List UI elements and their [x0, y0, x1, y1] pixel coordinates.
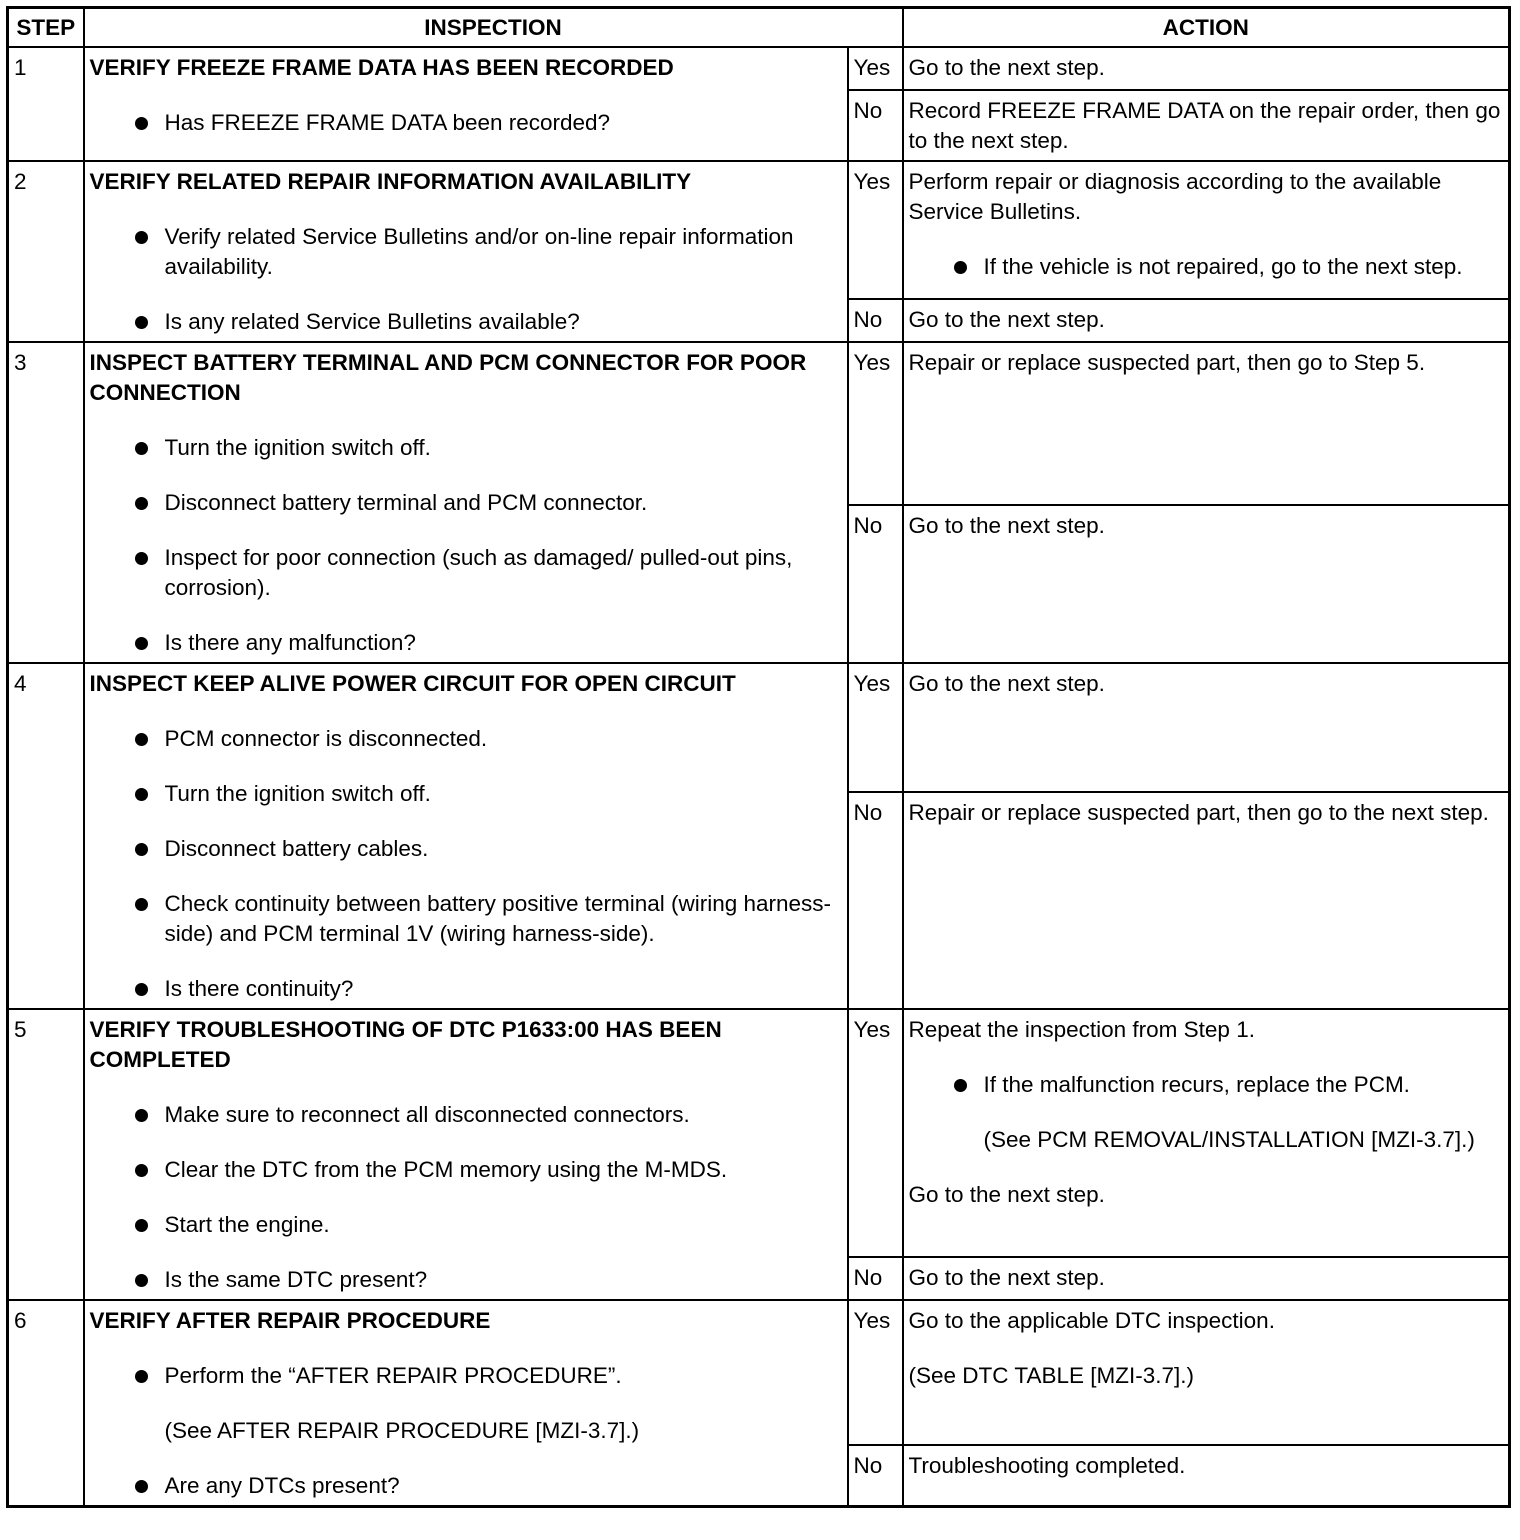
inspection-cell	[84, 161, 848, 342]
yes-label: Yes	[848, 663, 903, 792]
action-text: Go to the next step.	[908, 1265, 1105, 1290]
inspection-bullet: Turn the ignition switch off.	[90, 779, 842, 809]
action-bullet: If the malfunction recurs, replace the PCM.	[909, 1070, 1504, 1100]
no-action	[903, 792, 1510, 1009]
table-row	[8, 1009, 1510, 1257]
no-label: No	[848, 792, 903, 1009]
table-row	[8, 161, 1510, 299]
inspection-bullets	[90, 433, 842, 658]
inspection-bullet: Are any DTCs present?	[90, 1471, 842, 1501]
action-bullet: If the vehicle is not repaired, go to the next step.	[909, 252, 1504, 282]
no-label: No	[848, 90, 903, 161]
no-label: No	[848, 1257, 903, 1300]
step-number: 2	[8, 161, 84, 342]
inspection-bullet: Inspect for poor connection (such as damaged/ pulled-out pins, corrosion).	[90, 543, 842, 603]
inspection-bullet: Perform the “AFTER REPAIR PROCEDURE”.	[90, 1361, 842, 1391]
troubleshooting-table	[6, 6, 1511, 1508]
inspection-bullet: Has FREEZE FRAME DATA been recorded?	[90, 108, 842, 138]
yes-action	[903, 342, 1510, 505]
inspection-cell	[84, 663, 848, 1009]
inspection-title: VERIFY TROUBLESHOOTING OF DTC P1633:00 HAS BEEN COMPLETED	[89, 1017, 722, 1072]
step-number: 1	[8, 47, 84, 161]
inspection-bullet: Clear the DTC from the PCM memory using the M-MDS.	[90, 1155, 842, 1185]
table-row	[8, 47, 1510, 90]
action-text: Record FREEZE FRAME DATA on the repair order, then go to the next step.	[908, 98, 1501, 153]
inspection-cell	[84, 47, 848, 161]
inspection-cell	[84, 1300, 848, 1507]
step-number: 3	[8, 342, 84, 663]
yes-label: Yes	[848, 161, 903, 299]
table-row	[8, 663, 1510, 792]
inspection-title: INSPECT BATTERY TERMINAL AND PCM CONNECTOR FOR POOR CONNECTION	[89, 350, 807, 405]
inspection-bullet: Start the engine.	[90, 1210, 842, 1240]
inspection-bullet: Disconnect battery cables.	[90, 834, 842, 864]
header-step: STEP	[8, 8, 84, 48]
no-action	[903, 1445, 1510, 1507]
inspection-cell	[84, 342, 848, 663]
inspection-bullet: PCM connector is disconnected.	[90, 724, 842, 754]
inspection-title: VERIFY AFTER REPAIR PROCEDURE	[89, 1308, 491, 1333]
action-text: Perform repair or diagnosis according to the available Service Bulletins.	[908, 169, 1442, 224]
action-text: Repeat the inspection from Step 1.	[908, 1017, 1255, 1042]
action-bullets	[909, 1070, 1504, 1100]
yes-action	[903, 161, 1510, 299]
inspection-bullet: Make sure to reconnect all disconnected connectors.	[90, 1100, 842, 1130]
yes-action	[903, 663, 1510, 792]
header-action: ACTION	[903, 8, 1510, 48]
yes-label: Yes	[848, 1300, 903, 1445]
no-action	[903, 90, 1510, 161]
inspection-bullet: Check continuity between battery positive terminal (wiring harness-side) and PCM terminal 1V (wiring harness-side).	[90, 889, 842, 949]
step-number: 6	[8, 1300, 84, 1507]
inspection-reference: (See AFTER REPAIR PROCEDURE [MZI-3.7].)	[164, 1418, 640, 1443]
inspection-cell	[84, 1009, 848, 1300]
inspection-bullet: Is there any malfunction?	[90, 628, 842, 658]
table-header-row	[8, 8, 1510, 48]
yes-label: Yes	[848, 342, 903, 505]
inspection-title: VERIFY RELATED REPAIR INFORMATION AVAILABILITY	[89, 169, 692, 194]
table-row	[8, 342, 1510, 505]
inspection-title: INSPECT KEEP ALIVE POWER CIRCUIT FOR OPEN CIRCUIT	[89, 671, 736, 696]
action-reference: (See PCM REMOVAL/INSTALLATION [MZI-3.7].)	[983, 1127, 1475, 1152]
inspection-bullet: Is there continuity?	[90, 974, 842, 1004]
inspection-bullets	[90, 724, 842, 1004]
action-text: Repair or replace suspected part, then go to the next step.	[908, 800, 1489, 825]
inspection-title: VERIFY FREEZE FRAME DATA HAS BEEN RECORDED	[89, 55, 674, 80]
yes-action	[903, 47, 1510, 90]
no-label: No	[848, 1445, 903, 1507]
action-text: Go to the next step.	[908, 307, 1105, 332]
inspection-bullets	[90, 222, 842, 337]
inspection-bullet: Turn the ignition switch off.	[90, 433, 842, 463]
step-number: 5	[8, 1009, 84, 1300]
inspection-bullet: Verify related Service Bulletins and/or on-line repair information availability.	[90, 222, 842, 282]
table-row	[8, 1300, 1510, 1445]
inspection-bullet: Disconnect battery terminal and PCM connector.	[90, 488, 842, 518]
inspection-bullets	[90, 1361, 842, 1391]
no-action	[903, 299, 1510, 342]
no-action	[903, 1257, 1510, 1300]
action-text: Troubleshooting completed.	[908, 1453, 1186, 1478]
yes-action	[903, 1009, 1510, 1257]
yes-label: Yes	[848, 47, 903, 90]
action-text: Go to the applicable DTC inspection.	[908, 1308, 1275, 1333]
action-reference: (See DTC TABLE [MZI-3.7].)	[908, 1363, 1194, 1388]
no-action	[903, 505, 1510, 663]
no-label: No	[848, 505, 903, 663]
action-text: Go to the next step.	[908, 55, 1105, 80]
inspection-bullet: Is any related Service Bulletins available?	[90, 307, 842, 337]
inspection-bullets	[90, 108, 842, 138]
header-inspection: INSPECTION	[84, 8, 903, 48]
troubleshooting-sheet	[6, 6, 1511, 1508]
action-text: Go to the next step.	[908, 671, 1105, 696]
no-label: No	[848, 299, 903, 342]
yes-action	[903, 1300, 1510, 1445]
action-text: Go to the next step.	[908, 513, 1105, 538]
inspection-bullets	[90, 1471, 842, 1501]
action-tail: Go to the next step.	[908, 1182, 1105, 1207]
yes-label: Yes	[848, 1009, 903, 1257]
inspection-bullet: Is the same DTC present?	[90, 1265, 842, 1295]
inspection-bullets	[90, 1100, 842, 1295]
step-number: 4	[8, 663, 84, 1009]
action-bullets	[909, 252, 1504, 282]
action-text: Repair or replace suspected part, then go to Step 5.	[908, 350, 1426, 375]
